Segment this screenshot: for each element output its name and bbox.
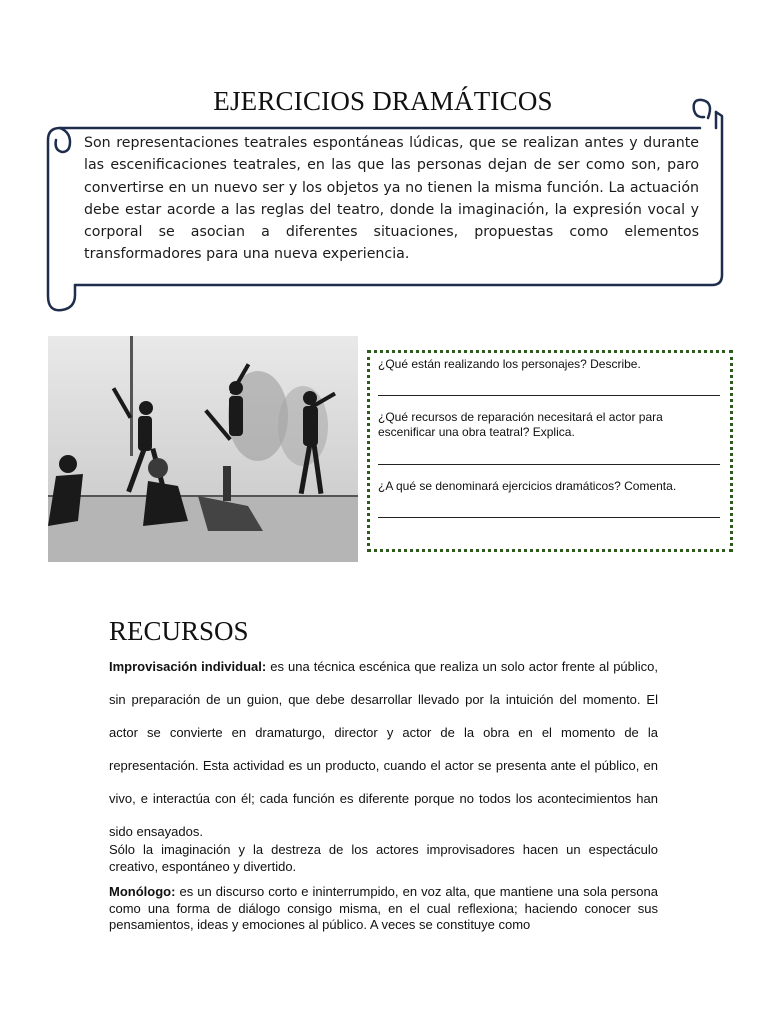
monologo-text: es un discurso corto e ininterrumpido, en voz alta, que mantiene una sola persona como una forma de diálogo consigo misma, en el cual reflexiona; haciendo conocer sus pensamientos, ideas y emociones al público. A veces se constituye como [109, 884, 658, 933]
improvisacion-paragraph [109, 650, 658, 848]
monologo-term: Monólogo: [109, 884, 176, 899]
question-3: ¿A qué se denominará ejercicios dramáticos? Comenta. [378, 479, 677, 493]
question-1: ¿Qué están realizando los personajes? Describe. [378, 357, 641, 371]
questions-box [367, 350, 733, 552]
monologo-paragraph [109, 884, 658, 934]
recursos-heading: RECURSOS [109, 616, 249, 646]
question-2: ¿Qué recursos de reparación necesitará el actor para escenificar una obra teatral? Explica. [378, 410, 663, 439]
answer-line-3[interactable] [378, 517, 720, 518]
page-title: EJERCICIOS DRAMÁTICOS [213, 86, 553, 116]
dance-photo [48, 336, 358, 562]
answer-line-2[interactable] [378, 464, 720, 465]
improvisacion-text: es una técnica escénica que realiza un solo actor frente al público, sin preparación de un guion, que debe desarrollar llevado por la intuición del momento. El actor se convierte en dramaturgo, director y actor de la obra en el momento de la representación. Esta actividad es un producto, cuando el actor se presenta ante el público, en vivo, e interactúa con él; cada función es diferente porque no todos los acontecimientos han sido ensayados. [109, 659, 659, 839]
improvisacion-term: Improvisación individual: [109, 659, 267, 674]
improvisacion-paragraph-end: Sólo la imaginación y la destreza de los actores improvisadores hacen un espectáculo creativo, espontáneo y divertido. [109, 842, 658, 874]
dancers-illustration [48, 336, 358, 562]
intro-paragraph: Son representaciones teatrales espontáneas lúdicas, que se realizan antes y durante las escenificaciones teatrales, en las que las personas dejan de ser como son, paro convertirse en un nuevo ser y los objetos ya no tienen la misma función. La actuación debe estar acorde a las reglas del teatro, donde la imaginación, la expresión vocal y corporal se asocian a diferentes situaciones, propuestas como elementos transformadores para una nueva experiencia. [84, 135, 699, 263]
answer-line-1[interactable] [378, 395, 720, 396]
